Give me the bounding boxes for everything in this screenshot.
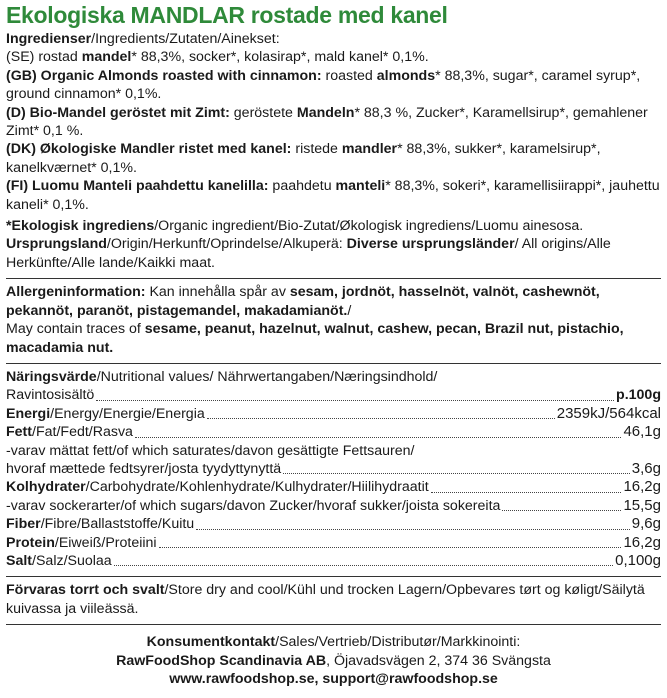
origin-note: Ursprungsland/Origin/Herkunft/Oprindelse/Alkuperä: Diverse ursprungsländer/ All origins/Alle Herkünfte/Alle lande/Kaikki maat. [6, 236, 611, 271]
contact-section [6, 633, 661, 688]
nutrition-row-sugars: -varav sockerarter/of which sugars/davon Zucker/hvoraf sukker/joista sokereita 15,5g [6, 496, 661, 514]
divider [6, 576, 661, 577]
nutrition-row-carbohydrate: Kolhydrater/Carbohydrate/Kohlenhydrate/Kulhydrater/Hiilihydraatit 16,2g [6, 478, 661, 496]
contact-company: RawFoodShop Scandinavia AB, Öjavadsvägen 2, 374 36 Svängsta [116, 652, 551, 669]
nutrition-per-row: Ravintosisältö p.100g [6, 387, 661, 404]
nutrition-row-saturates: hvoraf mættede fedtsyrer/josta tyydyttynyttä 3,6g [6, 459, 661, 477]
contact-web-email: www.rawfoodshop.se, support@rawfoodshop.se [169, 671, 498, 687]
product-title: Ekologiska MANDLAR rostade med kanel [6, 2, 448, 28]
nutrition-row-energy: Energi/Energy/Energie/Energia 2359kJ/564kcal [6, 404, 661, 422]
ingredients-fi: (FI) Luomu Manteli paahdettu kanelilla: paahdetu manteli* 88,3%, sokeri*, karamellisiirappi*, jauhettu kaneli* 0,1%. [6, 178, 660, 213]
ingredients-de: (D) Bio-Mandel geröstet mit Zimt: geröstete Mandeln* 88,3 %, Zucker*, Karamellsirup*, gemahlener Zimt* 0,1 %. [6, 104, 648, 140]
nutrition-row-protein: Protein/Eiweiß/Proteiini 16,2g [6, 533, 661, 551]
nutrition-row-fat: Fett/Fat/Fedt/Rasva 46,1g [6, 423, 661, 441]
contact-heading: Konsumentkontakt/Sales/Vertrieb/Distributør/Markkinointi: [146, 634, 521, 651]
nutrition-row-salt: Salt/Salz/Suolaa 0,100g [6, 551, 661, 569]
ingredients-gb: (GB) Organic Almonds roasted with cinnamon: roasted almonds* 88,3%, sugar*, caramel syrup*, ground cinnamon* 0,1%. [6, 67, 641, 103]
ingredients-heading: Ingredienser/Ingredients/Zutaten/Ainekset: [6, 31, 280, 47]
divider [6, 363, 661, 364]
divider [6, 278, 661, 279]
nutrition-heading: Näringsvärde/Nutritional values/ Nährwertangaben/Næringsindhold/ [6, 368, 438, 385]
storage-text: Förvaras torrt och svalt/Store dry and cool/Kühl und trocken Lagern/Opbevares tørt og køligt/Säilytä kuivassa ja viileässä. [6, 582, 645, 617]
ingredients-dk: (DK) Økologiske Mandler ristet med kanel: ristede mandler* 88,3%, sukker*, karamelsirup*, kanelkværnet* 0,1%. [6, 141, 601, 176]
allergen-section [6, 283, 661, 357]
nutrition-row-fibre: Fiber/Fibre/Ballaststoffe/Kuitu 9,6g [6, 515, 661, 533]
product-label [6, 2, 661, 688]
allergen-en: May contain traces of sesame, peanut, hazelnut, walnut, cashew, pecan, Brazil nut, pistachio, macadamia nut. [6, 321, 624, 356]
storage-section [6, 581, 661, 618]
ingredients-section [6, 30, 661, 272]
ingredients-se: (SE) rostad mandel* 88,3%, socker*, kolasirap*, mald kanel* 0,1%. [6, 49, 429, 66]
allergen-sv: Allergeninformation: Kan innehålla spår av sesam, jordnöt, hasselnöt, valnöt, cashewnöt, pekannöt, paranöt, pistagemandel, makadamianöt./ [6, 284, 600, 319]
nutrition-section [6, 368, 661, 570]
divider [6, 624, 661, 625]
organic-note: *Ekologisk ingrediens/Organic ingredient/Bio-Zutat/Økologisk ingrediens/Luomu ainesosa. [6, 218, 584, 235]
nutrition-row-saturates-line1: -varav mättat fett/of which saturates/davon gesättigte Fettsauren/ [6, 442, 415, 459]
